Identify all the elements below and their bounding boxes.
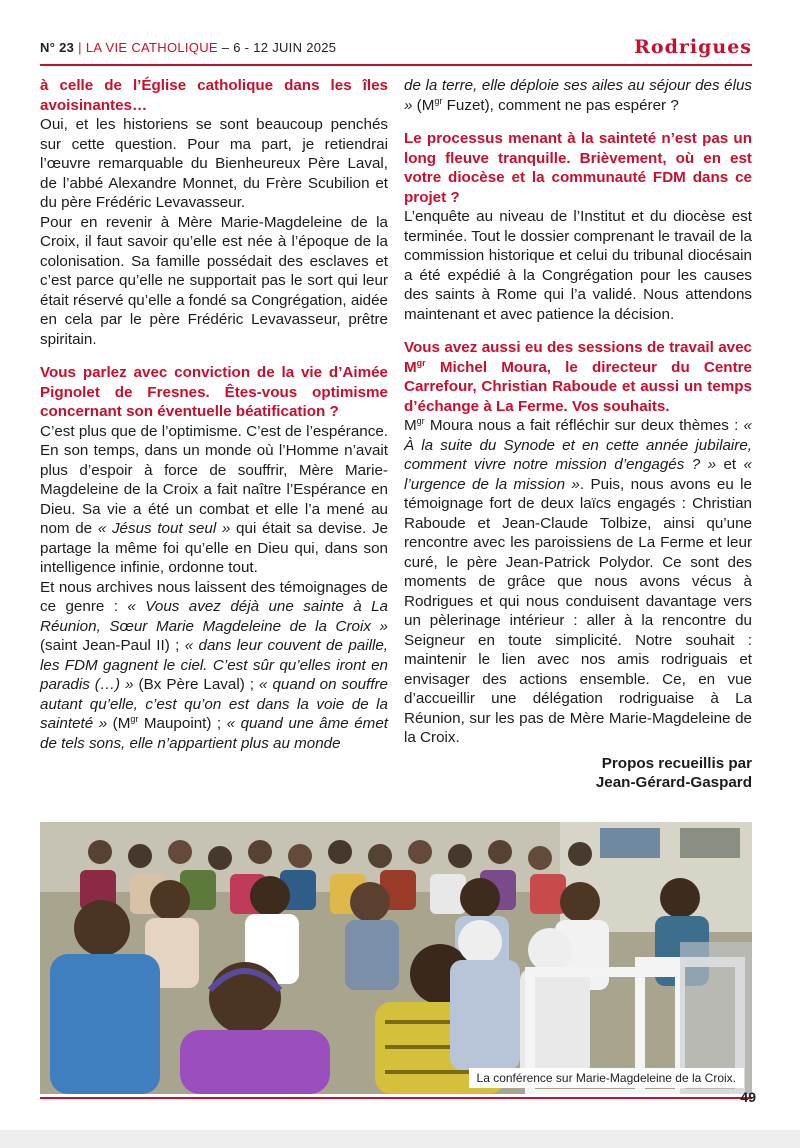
answer-paragraph bbox=[404, 416, 752, 748]
photo-illustration bbox=[40, 822, 752, 1094]
question-heading: Vous parlez avec conviction de la vie d’Aimée Pignolet de Fresnes. Êtes-vous optimisme concernant son éventuelle béatification ? bbox=[40, 364, 388, 420]
superscript: gr bbox=[130, 714, 139, 724]
superscript: gr bbox=[416, 416, 425, 426]
text-run: Maupoint) ; bbox=[138, 715, 227, 732]
answer-paragraph: Oui, et les historiens se sont beaucoup penchés sur cette question. Pour ma part, je retiendrai l’œuvre remarquable du Bienheureux Père Laval, de l’abbé Alexandre Monnet, du Frère Scubilion et du père Frédéric Levavasseur. bbox=[40, 116, 388, 211]
page-header bbox=[40, 36, 752, 62]
issue-dates: – 6 - 12 JUIN 2025 bbox=[221, 40, 337, 55]
issue-number: N° 23 bbox=[40, 40, 75, 55]
text-run: C’est plus que de l’optimisme. C’est de l’espérance. En son temps, dans un monde où l’Homme n’avait plus d’espoir à force de souffrir, Mère Marie-Magdeleine de la Croix a fait naître l’Espérance en Dieu. Sa vie a été un combat et elle l’a mené au nom de bbox=[40, 422, 388, 537]
superscript: gr bbox=[416, 357, 426, 368]
answer-paragraph: Pour en revenir à Mère Marie-Magdeleine de la Croix, il faut savoir qu’elle est née à l’époque de la colonisation. Sa famille possédait des esclaves et c’est parce qu’elle ne supportait pas le sort qui leur était réservé qu’elle a fondé sa Congrégation, aidée en cela par le père Frédéric Levavasseur, prêtre spiritain. bbox=[40, 213, 388, 348]
text-run: (saint Jean-Paul II) ; bbox=[40, 637, 185, 654]
text-run: M bbox=[404, 417, 417, 434]
text-run: Michel Moura, le directeur du Centre Carrefour, Christian Raboude et aussi un temps d’échange à La Ferme. Vos souhaits. bbox=[404, 358, 752, 415]
quote: de la terre, elle déploie ses ailes au séjour des élus » bbox=[404, 77, 752, 114]
header-separator: | bbox=[78, 40, 82, 55]
text-run: (Bx Père Laval) ; bbox=[133, 676, 259, 693]
text-run: . Puis, nous avons eu le témoignage fort de deux laïcs engagés : Christian Raboude et Jean-Claude Tolbize, ainsi qu’une rencontre avec les paroissiens de La Ferme et leur curé, le père Jean-Patrick Polydor. Ce sont des moments de grâce que nous avons vécus à Rodrigues et qui nous conduisent davantage vers un pèlerinage intérieur : aller à la rencontre du Seigneur en toute simplicité. Notre souhait : maintenir le lien avec nos amis rodriguais et envisager des actions ensemble. Ce, en vue d’accueillir une délégation rodriguaise à La Réunion, sur les pas de Mère Marie-Magdeleine de la Croix. bbox=[404, 475, 752, 746]
quote: « À la suite du Synode et en cette année jubilaire, comment vivre notre mission d’engagés ? » bbox=[404, 417, 752, 473]
footer-rule bbox=[40, 1097, 752, 1099]
bottom-band bbox=[0, 1130, 800, 1148]
text-run: Fuzet), comment ne pas espérer ? bbox=[442, 96, 679, 114]
answer-paragraph: L’enquête au niveau de l’Institut et du diocèse est terminée. Tout le dossier comprenant le travail de la commission historique et celui du tribunal diocésain a été expédié à la Congrégation pour les causes des saints à Rome qui l’a validé. Nous attendons maintenant et avec patience la décision. bbox=[404, 208, 752, 323]
text-run: (M bbox=[107, 715, 131, 732]
header-rule bbox=[40, 64, 752, 66]
text-run: (M bbox=[412, 96, 435, 114]
issue-info bbox=[40, 40, 336, 55]
question-heading: Le processus menant à la sainteté n’est pas un long fleuve tranquille. Brièvement, où en est votre diocèse et la communauté FDM dans ce projet ? bbox=[404, 130, 752, 206]
photo-caption: La conférence sur Marie-Magdeleine de la Croix. bbox=[469, 1068, 744, 1088]
right-column bbox=[404, 76, 752, 793]
conference-photo bbox=[40, 822, 752, 1094]
byline-author: Jean-Gérard-Gaspard bbox=[595, 774, 752, 791]
text-run: Vous avez aussi eu des sessions de travail avec M bbox=[404, 339, 752, 376]
text-run: qui était sa devise. Je partage la même foi qu’elle en Dieu qui, dans son intelligence infinie, ordonne tout. bbox=[40, 520, 388, 576]
answer-paragraph bbox=[404, 76, 752, 115]
quote: « dans leur couvent de paille, les FDM gagnent le ciel. C’est sûr qu’elles iront en paradis (…) » bbox=[40, 637, 388, 693]
question-heading bbox=[404, 338, 752, 416]
superscript: gr bbox=[434, 95, 443, 106]
left-column bbox=[40, 76, 388, 753]
section-title: Rodrigues bbox=[634, 36, 752, 58]
quote: « Vous avez déjà une sainte à La Réunion, Sœur Marie Magdeleine de la Croix » bbox=[40, 598, 388, 635]
text-run: Moura nous a fait réfléchir sur deux thèmes : bbox=[424, 417, 744, 434]
byline bbox=[404, 754, 752, 793]
byline-label: Propos recueillis par bbox=[601, 754, 752, 772]
quote: « Jésus tout seul » bbox=[97, 520, 231, 537]
publication-name: LA VIE CATHOLIQUE bbox=[85, 40, 218, 55]
quote: « quand une âme émet de tels sons, elle n’appartient plus au monde bbox=[40, 715, 388, 752]
quote: « l’urgence de la mission » bbox=[404, 456, 752, 493]
quote: « quand on souffre autant qu’elle, c’est qu’on est dans la voie de la sainteté » bbox=[40, 676, 388, 732]
answer-paragraph bbox=[40, 422, 388, 578]
text-run: Et nous archives nous laissent des témoignages de ce genre : bbox=[40, 578, 388, 615]
answer-paragraph bbox=[40, 578, 388, 754]
page-number: 49 bbox=[740, 1089, 756, 1105]
text-run: et bbox=[716, 456, 744, 473]
question-heading: à celle de l’Église catholique dans les îles avoisinantes… bbox=[40, 77, 388, 114]
